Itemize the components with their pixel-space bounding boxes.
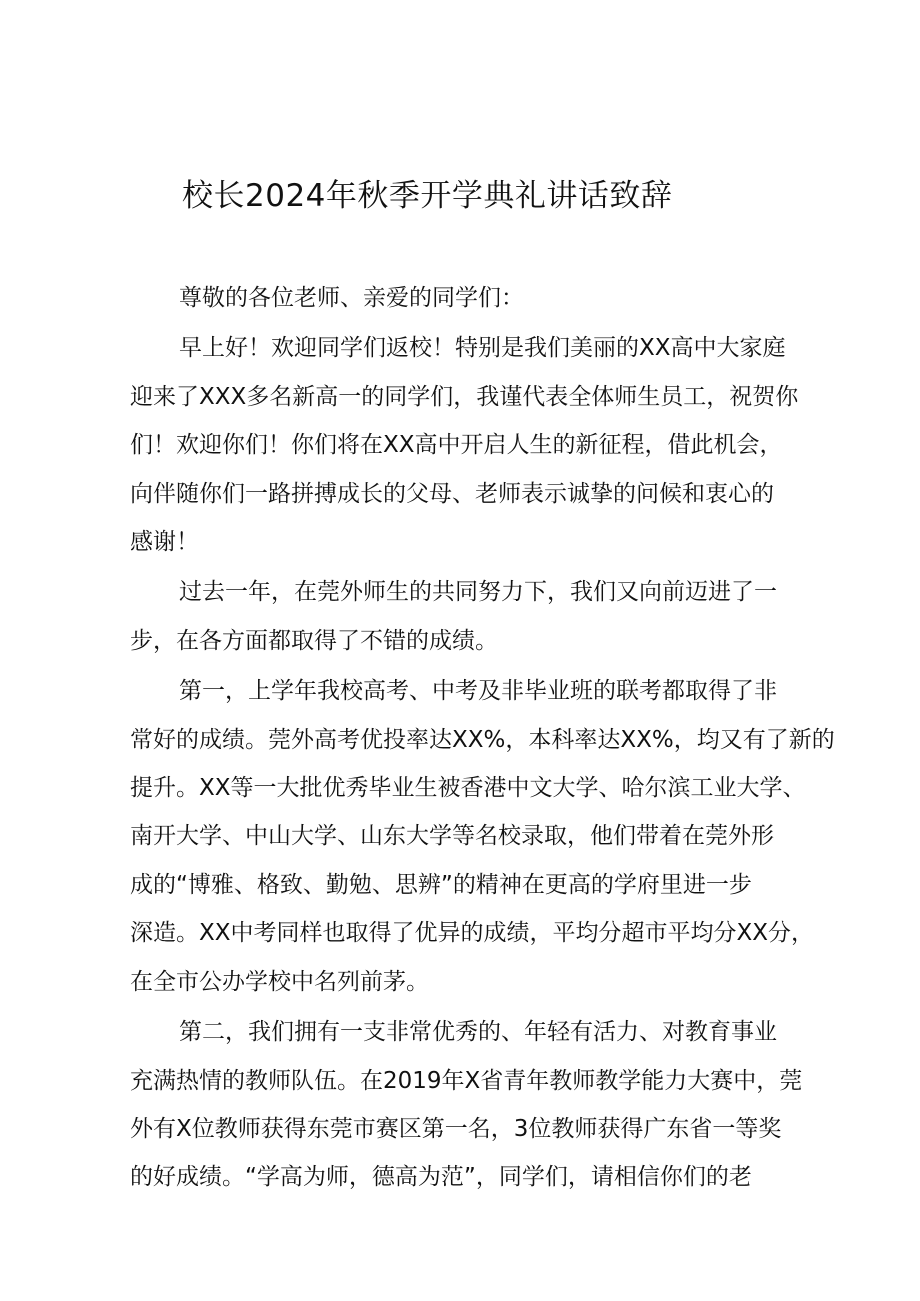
paragraph-first-achievement xyxy=(130,667,835,1006)
salutation xyxy=(130,274,806,322)
text-line: 提升。XX等一大批优秀毕业生被香港中文大学、哈尔滨工业大学、 xyxy=(130,775,806,802)
salutation-line: 尊敬的各位老师、亲爱的同学们： xyxy=(179,285,524,311)
paragraph-welcome xyxy=(130,324,806,566)
text-line: 第一，上学年我校高考、中考及非毕业班的联考都取得了非 xyxy=(179,678,777,705)
paragraph-past-year xyxy=(130,568,806,665)
text-line: 感谢！ xyxy=(130,529,199,556)
text-line: 常好的成绩。莞外高考优投率达XX%，本科率达XX%，均又有了新的 xyxy=(130,726,835,753)
text-line: 们！欢迎你们！你们将在XX高中开启人生的新征程，借此机会， xyxy=(130,432,783,459)
text-line: 过去一年，在莞外师生的共同努力下，我们又向前迈进了一 xyxy=(179,579,777,606)
text-line: 深造。XX中考同样也取得了优异的成绩，平均分超市平均分XX分， xyxy=(130,920,815,947)
text-line: 迎来了XXX多名新高一的同学们，我谨代表全体师生员工，祝贺你 xyxy=(130,383,799,410)
text-line: 早上好！欢迎同学们返校！特别是我们美丽的XX高中大家庭 xyxy=(179,335,786,362)
text-line: 外有X位教师获得东莞市赛区第一名，3位教师获得广东省一等奖 xyxy=(130,1115,782,1142)
text-line: 步，在各方面都取得了不错的成绩。 xyxy=(130,627,498,654)
speech-body xyxy=(130,274,835,1204)
page-title: 校长2024年秋季开学典礼讲话致辞 xyxy=(182,178,673,214)
text-line: 的好成绩。“学高为师，德高为范”，同学们，请相信你们的老 xyxy=(130,1164,752,1191)
paragraph-second-achievement xyxy=(130,1008,806,1202)
text-line: 第二，我们拥有一支非常优秀的、年轻有活力、对教育事业 xyxy=(179,1019,777,1046)
text-line: 成的“博雅、格致、勤勉、思辨”的精神在更高的学府里进一步 xyxy=(130,871,752,898)
text-line: 充满热情的教师队伍。在2019年X省青年教师教学能力大赛中，莞 xyxy=(130,1067,803,1094)
text-line: 向伴随你们一路拼搏成长的父母、老师表示诚挚的问候和衷心的 xyxy=(130,480,774,507)
text-line: 南开大学、中山大学、山东大学等名校录取，他们带着在莞外形 xyxy=(130,823,774,850)
text-line: 在全市公办学校中名列前茅。 xyxy=(130,968,429,995)
